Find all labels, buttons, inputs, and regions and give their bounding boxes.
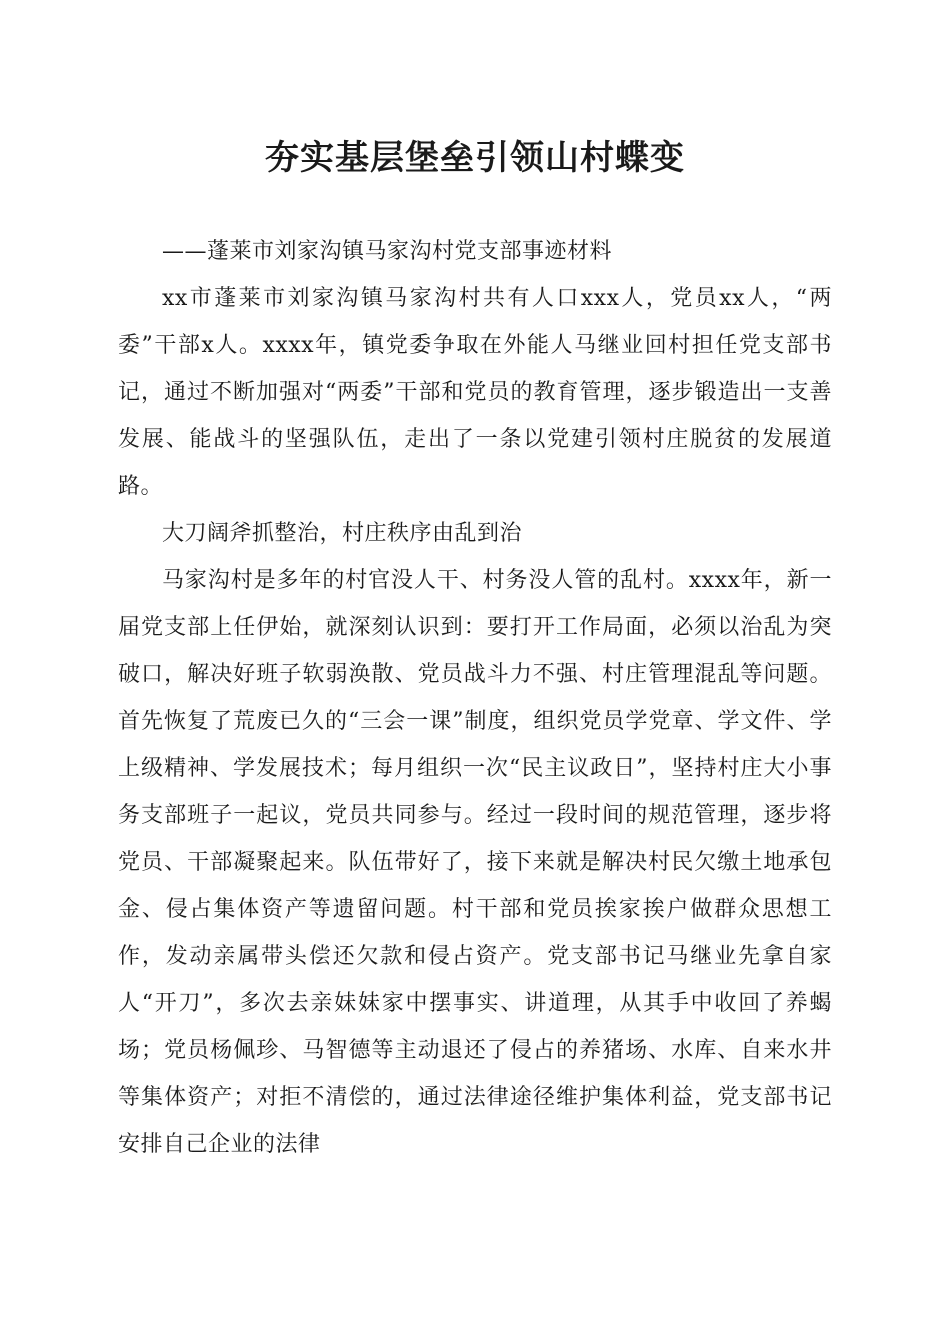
document-body [118,228,832,1168]
section-heading: 大刀阔斧抓整治，村庄秩序由乱到治 [162,521,523,546]
document-title: 夯实基层堡垒引领山村蝶变 [265,138,685,178]
document-subtitle: ——蓬莱市刘家沟镇马家沟村党支部事迹材料 [162,239,613,264]
paragraph-intro: xx市蓬莱市刘家沟镇马家沟村共有人口xxx人，党员xx人，“两委”干部x人。xxxx年，镇党委争取在外能人马继业回村担任党支部书记，通过不断加强对“两委”干部和党员的教育管理，逐步锻造出一支善发展、能战斗的坚强队伍，走出了一条以党建引领村庄脱贫的发展道路。 [118,286,832,499]
paragraph-body: 马家沟村是多年的村官没人干、村务没人管的乱村。xxxx年，新一届党支部上任伊始，就深刻认识到：要打开工作局面，必须以治乱为突破口，解决好班子软弱涣散、党员战斗力不强、村庄管理混乱等问题。首先恢复了荒废已久的“三会一课”制度，组织党员学党章、学文件、学上级精神、学发展技术；每月组织一次“民主议政日”，坚持村庄大小事务支部班子一起议，党员共同参与。经过一段时间的规范管理，逐步将党员、干部凝聚起来。队伍带好了，接下来就是解决村民欠缴土地承包金、侵占集体资产等遗留问题。村干部和党员挨家挨户做群众思想工作，发动亲属带头偿还欠款和侵占资产。党支部书记马继业先拿自家人“开刀”，多次去亲妹妹家中摆事实、讲道理，从其手中收回了养蝎场；党员杨佩珍、马智德等主动退还了侵占的养猪场、水库、自来水井等集体资产；对拒不清偿的，通过法律途径维护集体利益，党支部书记安排自己企业的法律 [118,568,832,1157]
